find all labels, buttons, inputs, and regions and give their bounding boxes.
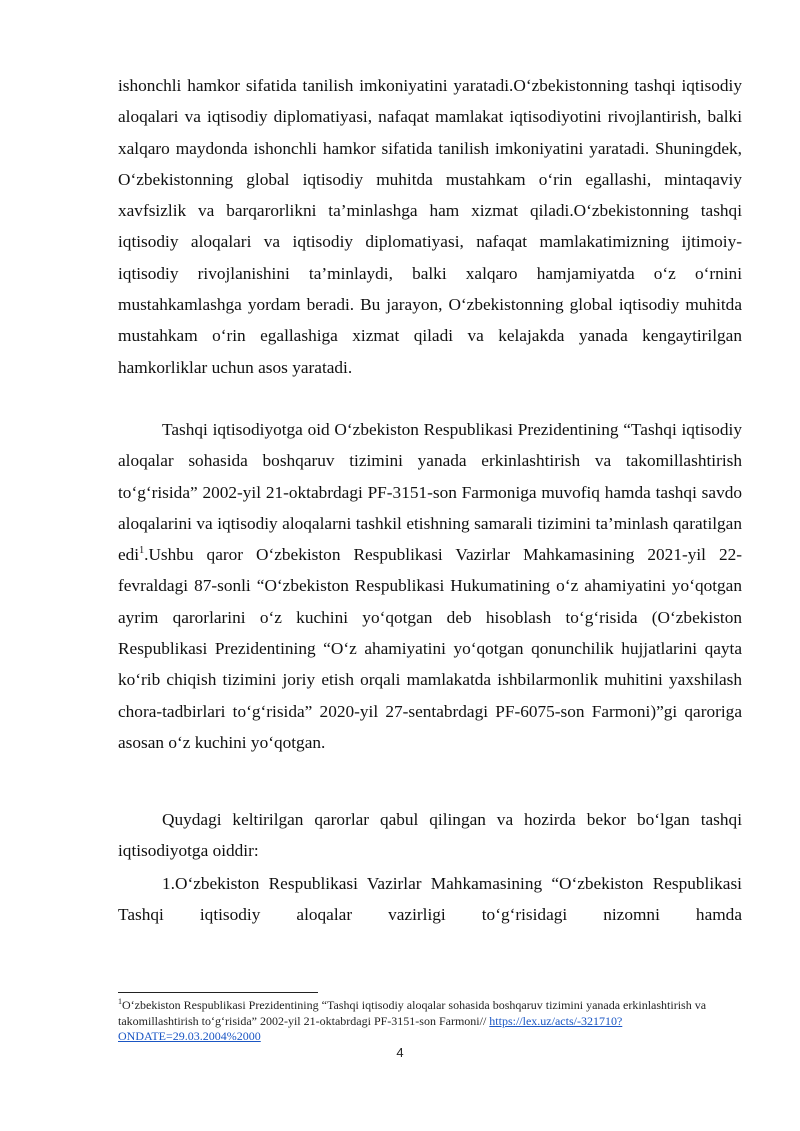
- footnote-text: O‘zbekiston Respublikasi Prezidentining “Tashqi iqtisodiy aloqalar sohasida boshqaruv tizimini yanada erkinlashtirish va takomillashtirish to‘g‘risida” 2002-yil 21-oktabrdagi PF-3151-son Farmoni//: [118, 998, 707, 1028]
- footnote-marker: 1: [118, 997, 122, 1006]
- footnote-link[interactable]: https://lex.uz/acts/-321710?ONDATE=29.03.2004%2000: [118, 1013, 623, 1043]
- paragraph-2-text-start: Tashqi iqtisodiyotga oid O‘zbekiston Respublikasi Prezidentining “Tashqi iqtisodiy aloqalar sohasida boshqaruv tizimini yanada erkinlashtirish va takomillashtirish to‘g‘risida” 2002-yil 21-oktabrdagi PF-3151-son Farmoniga muvofiq hamda tashqi savdo aloqalarini va iqtisodiy aloqalarni tashkil etishning samarali tizimini ta’minlash qaratilgan edi: [118, 420, 742, 565]
- body-paragraph-3: Quydagi keltirilgan qarorlar qabul qilingan va hozirda bekor bo‘lgan tashqi iqtisodiyotga oiddir:: [118, 810, 742, 861]
- footnote-reference[interactable]: 1: [139, 545, 145, 557]
- footnote-divider: [118, 992, 318, 993]
- page-number: 4: [396, 1045, 404, 1060]
- body-paragraph-2: [118, 414, 742, 758]
- paragraph-2-text-end: .Ushbu qaror O‘zbekiston Respublikasi Vazirlar Mahkamasining 2021-yil 22-fevraldagi 87-sonli “O‘zbekiston Respublikasi Hukumatining o‘z ahamiyatini yo‘qotgan ayrim qarorlarini o‘z kuchini yo‘qotgan deb hisoblash to‘g‘risida (O‘zbekiston Respublikasi Prezidentining “O‘z ahamiyatini yo‘qotgan qonunchilik hujjatlarini qayta ko‘rib chiqish tizimini joriy etish orqali mamlakatda ishbilarmonlik muhitini yaxshilash chora-tadbirlari to‘g‘risida” 2020-yil 27-sentabrdagi PF-6075-son Farmoni)”gi qaroriga asosan o‘z kuchini yo‘qotgan.: [118, 545, 742, 752]
- body-paragraph-4: 1.O‘zbekiston Respublikasi Vazirlar Mahkamasining “O‘zbekiston Respublikasi Tashqi iqtisodiy aloqalar vazirligi to‘g‘risidagi nizomni hamda: [118, 874, 742, 925]
- footnote: [118, 998, 738, 1045]
- body-paragraph-1: ishonchli hamkor sifatida tanilish imkoniyatini yaratadi.O‘zbekistonning tashqi iqtisodiy aloqalari va iqtisodiy diplomatiyasi, nafaqat mamlakat iqtisodiyotini rivojlantirish, balki xalqaro maydonda ishonchli hamkor sifatida tanilish imkoniyatini yaratadi. Shuningdek, O‘zbekistonning global iqtisodiy muhitda mustahkam o‘rin egallashi, mintaqaviy xavfsizlik va barqarorlikni ta’minlashga ham xizmat qiladi.O‘zbekistonning tashqi iqtisodiy aloqalari va iqtisodiy diplomatiyasi, nafaqat mamlakatimizning ijtimoiy-iqtisodiy rivojlanishini ta’minlaydi, balki xalqaro hamjamiyatda o‘z o‘rnini mustahkamlashga yordam beradi. Bu jarayon, O‘zbekistonning global iqtisodiy muhitda mustahkam o‘rin egallashiga xizmat qiladi va kelajakda yanada kengaytirilgan hamkorliklar uchun asos yaratadi.: [118, 76, 742, 377]
